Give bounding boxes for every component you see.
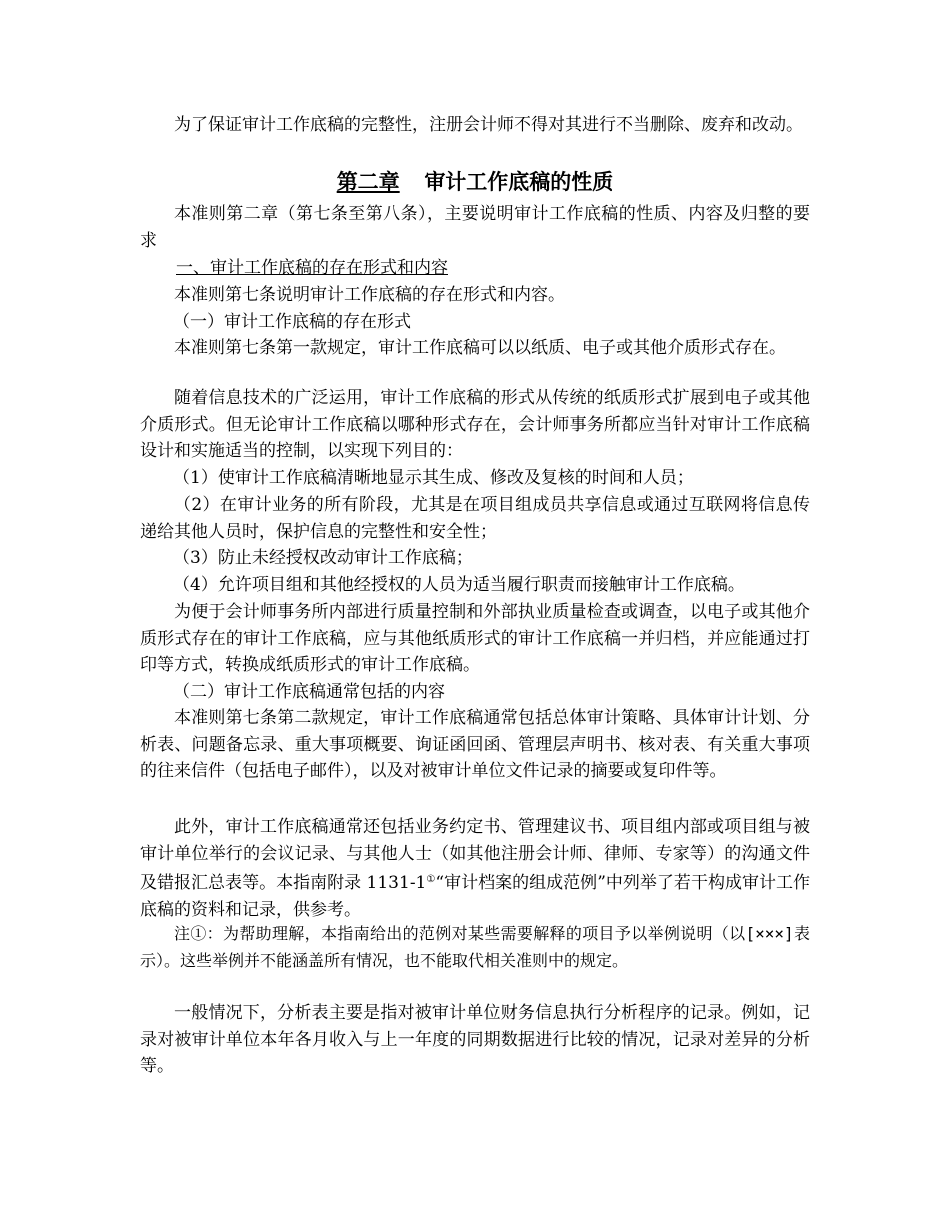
- paragraph-additional-part1: 此外，审计工作底稿通常还包括业务约定书、管理建议书、项目组内部或项目组与被审计单位举行的会议记录、与其他人士（如其他注册会计师、律师、专家等）的沟通文件及错报汇总表等。本指南附录 1131-1: [140, 817, 810, 893]
- chapter-number: 第二章: [336, 170, 400, 194]
- paragraph-additional-part2: “审计档案的组成范例”中列举了若干构成审计工作底稿的资料和记录，供参考。: [140, 873, 811, 920]
- footnote-marker: ①: [426, 874, 436, 885]
- footnote-note: 注①：为帮助理解，本指南给出的范例对某些需要解释的项目予以举例说明（以[×××]表示）。这些举例并不能涵盖所有情况，也不能取代相关准则中的规定。: [140, 924, 810, 970]
- paragraph-form-rule: 本准则第七条第一款规定，审计工作底稿可以以纸质、电子或其他介质形式存在。: [174, 338, 786, 358]
- paragraph-integrity: 为了保证审计工作底稿的完整性，注册会计师不得对其进行不当删除、废弃和改动。: [174, 115, 803, 135]
- paragraph-content-list: 本准则第七条第二款规定，审计工作底稿通常包括总体审计策略、具体审计计划、分析表、问题备忘录、重大事项概要、询证函回函、管理层声明书、核对表、有关重大事项的往来信件（包括电子邮件），以及对被审计单位文件记录的摘要或复印件等。: [140, 708, 810, 781]
- paragraph-article7: 本准则第七条说明审计工作底稿的存在形式和内容。: [174, 285, 565, 305]
- chapter-heading: [0, 167, 950, 197]
- list-item-3: （3）防止未经授权改动审计工作底稿；: [173, 548, 473, 568]
- subheading-content: （二）审计工作底稿通常包括的内容: [173, 682, 445, 702]
- paragraph-additional: [140, 814, 810, 923]
- list-item-4: （4）允许项目组和其他经授权的人员为适当履行职责而接触审计工作底稿。: [173, 575, 745, 595]
- list-item-2: （2）在审计业务的所有阶段，尤其是在项目组成员共享信息或通过互联网将信息传递给其他人员时，保护信息的完整性和安全性；: [140, 495, 810, 542]
- section-heading: 一、审计工作底稿的存在形式和内容: [176, 258, 448, 278]
- chapter-title: 审计工作底稿的性质: [424, 170, 614, 194]
- subheading-form: （一）审计工作底稿的存在形式: [173, 312, 411, 332]
- paragraph-chapter-intro: 本准则第二章（第七条至第八条），主要说明审计工作底稿的性质、内容及归整的要求: [140, 204, 810, 251]
- paragraph-analysis: 一般情况下，分析表主要是指对被审计单位财务信息执行分析程序的记录。例如，记录对被审计单位本年各月收入与上一年度的同期数据进行比较的情况，记录对差异的分析等。: [140, 1003, 810, 1076]
- paragraph-it-usage: 随着信息技术的广泛运用，审计工作底稿的形式从传统的纸质形式扩展到电子或其他介质形式。但无论审计工作底稿以哪种形式存在，会计师事务所都应当针对审计工作底稿设计和实施适当的控制，以实现下列目的：: [140, 388, 810, 461]
- paragraph-archiving: 为便于会计师事务所内部进行质量控制和外部执业质量检查或调查，以电子或其他介质形式存在的审计工作底稿，应与其他纸质形式的审计工作底稿一并归档，并应能通过打印等方式，转换成纸质形式的审计工作底稿。: [140, 602, 810, 675]
- list-item-1: （1）使审计工作底稿清晰地显示其生成、修改及复核的时间和人员；: [173, 468, 694, 488]
